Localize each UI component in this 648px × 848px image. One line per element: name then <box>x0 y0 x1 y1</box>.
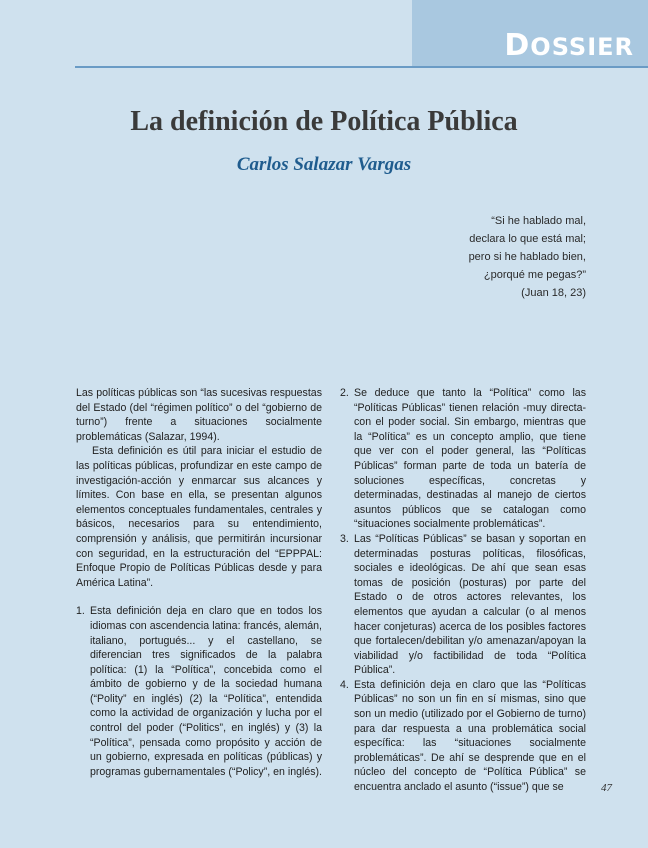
body-paragraph: Esta definición es útil para iniciar el estudio de las políticas públicas, profundizar en este campo de investigación-acción y enmarcar sus alcances y límites. Con base en ella, se presentan algunos elementos conceptuales fundamentales, centrales y básicos, necesarios para su entendimiento, comprensión y análisis, que permitirán incursionar con seguridad, en la estructuración del “EPPPAL: Enfoque Propio de Políticas Públicas desde y para América Latina”. <box>76 445 322 589</box>
section-label-rest: OSSIER <box>530 33 634 61</box>
article-author: Carlos Salazar Vargas <box>236 154 412 175</box>
item-number: 4. <box>340 678 349 691</box>
item-text: Esta definición deja en claro que en todos los idiomas con ascendencia latina: francés, alemán, italiano, portugués... y el castellano, se diferencian tres significados de la palabra política: (1) la “Política”, concebida como el ámbito de gobierno y de la sociedad humana (“Polity” en inglés) (2) la “Política”, entendida como la actividad de organización y lucha por el control del poder (“Politics”, en inglés) y (3) la “Política”, pensada como propósito y acción de un gobierno, expresada en políticas (públicas) y programas gubernamentales (“Policy”, en inglés). <box>90 605 322 778</box>
item-text: Se deduce que tanto la “Política” como las “Políticas Públicas” tienen relación -muy directa- con el poder social. Sin embargo, mientras que la “Política” es un concepto amplio, que tiene que ver con el poder general, las “Políticas Públicas” forman parte de toda un batería de soluciones específicas, concretas y determinadas, destinadas al manejo de ciertos asuntos públicos que se catalogan como “situaciones socialmente problemáticas”. <box>354 387 586 531</box>
section-header-box <box>412 0 648 66</box>
numbered-item <box>340 386 586 532</box>
epigraph <box>469 212 586 302</box>
item-number: 1. <box>76 605 85 618</box>
epigraph-line: ¿porqué me pegas?” <box>483 269 586 281</box>
item-number: 3. <box>340 532 349 545</box>
item-text: Las “Políticas Públicas” se basan y soportan en determinadas posturas políticas, filosóficas, sociales e ideológicas. De ahí que sean esas tomas de posición (posturas) por parte del Estado o de otros actores relevantes, los elementos que ayudan a calcular (o al menos hacer conjeturas) acerca de los posibles factores que fortalecen/debilitan y/o amenazan/apoyan la viabilidad y/o factibilidad de toda “Política Pública”. <box>354 532 586 677</box>
numbered-item <box>76 604 322 779</box>
epigraph-line: declara lo que está mal; <box>469 233 586 245</box>
item-number: 2. <box>340 387 349 399</box>
section-label-initial: D <box>504 28 531 63</box>
numbered-item <box>340 532 586 678</box>
epigraph-line: “Si he hablado mal, <box>491 215 586 227</box>
section-label <box>504 28 634 63</box>
article-title: La definición de Política Pública <box>130 106 518 137</box>
body-column-left <box>76 386 322 779</box>
numbered-item <box>340 678 586 795</box>
item-text: Esta definición deja en claro que las “Políticas Públicas” no son un fin en sí mismas, sino que son un medio (utilizado por el Gobierno de turno) para dar respuesta a una problemática social específica: las “situaciones socialmente problemáticas”. De ahí se desprende que en el núcleo del concepto de “Política Pública” se encuentra anclado el asunto (“issue”) que se <box>354 678 586 794</box>
body-column-right <box>340 386 586 795</box>
body-paragraph: Las políticas públicas son “las sucesivas respuestas del Estado (del “régimen político” o del “gobierno de turno”) frente a situaciones socialmente problemáticas (Salazar, 1994). <box>76 387 322 443</box>
epigraph-citation: (Juan 18, 23) <box>521 287 586 299</box>
epigraph-line: pero si he hablado bien, <box>468 251 586 263</box>
page-number: 47 <box>601 782 612 794</box>
header-rule <box>75 66 648 68</box>
